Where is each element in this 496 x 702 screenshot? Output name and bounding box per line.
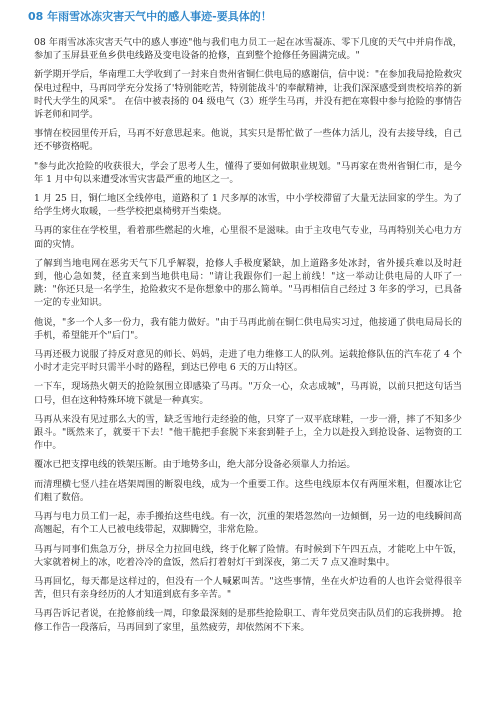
paragraph: 马再与电力员工们一起，赤手搬抬这些电线。有一次，沉重的架塔忽然向一边倾倒，另一边的电线瞬间高高翘起，有个工人已被电线带起，双脚腾空，非常危险。 xyxy=(34,511,462,536)
paragraph: 他说，"多一个人多一份力，我有能力做好。"由于马再此前在铜仁供电局实习过，他接通了供电局局长的手机，希望能开个"后门"。 xyxy=(34,316,462,341)
paragraph: 08 年雨雪冰冻灾害天气中的感人事迹"他与我们电力员工一起在冰雪凝冻、零下几度的天气中并肩作战，参加了玉屏县亚鱼乡供电线路及变电设备的抢修，直到整个抢修任务圆满完成。" xyxy=(34,37,462,62)
paragraph: 马再的家住在学校里，看着那些燃起的火堆，心里很不是滋味。由于主攻电气专业，马再特别关心电力方面的灾情。 xyxy=(34,225,462,250)
paragraph: 而清理横七竖八挂在塔架周围的断裂电线，成为一个重要工作。这些电线原本仅有两厘米粗，但覆冰让它们粗了数倍。 xyxy=(34,478,462,503)
paragraph: 一下车，现场热火朝天的抢险氛围立即感染了马再。"万众一心，众志成城"，马再说，以前只把这句话当口号，但在这种特殊环境下就是一种真实。 xyxy=(34,381,462,406)
document-title: 08 年雨雪冰冻灾害天气中的感人事迹-要具体的！ xyxy=(28,10,272,23)
paragraph: 马再还极力说服了持反对意见的师长、妈妈，走进了电力维修工人的队列。运载抢修队伍的汽车花了 4 个小时才走完平时只需半小时的路程，到达已停电 6 天的万山特区。 xyxy=(34,349,462,374)
paragraph: 马再与同事们焦急万分，拼尽全力拉回电线，终于化解了险情。有时候到下午四五点，才能吃上中午饭，大家就着树上的冰，吃着冷冷的盒饭，然后打着射灯干到深夜，第二天 7 点又准时集中。 xyxy=(34,543,462,568)
paragraph: 新学期开学后，华南理工大学收到了一封来自贵州省铜仁供电局的感谢信，信中说："在参加我局抢险救灾保电过程中，马再同学充分发扬了'特别能吃苦，特别能战斗'的奉献精神，让我们深深感受到贵校培养的新时代大学生的风采"。 在信中被表扬的 04 级电气（3）班学生马再，并没有把在寒假中参与抢险的事情告诉老师和同学。 xyxy=(34,69,462,121)
paragraph: 马再从来没有见过那么大的雪，缺乏雪地行走经验的他，只穿了一双平底球鞋，一步一滑，摔了不知多少跟斗。"既然来了，就要干下去！"他干脆把手套脱下来套到鞋子上，全力以赴投入到抢设备、运物资的工作中。 xyxy=(34,413,462,452)
paragraph: 马再回忆，每天都是这样过的，但没有一个人喊累叫苦。"这些事情，坐在火炉边看的人也许会觉得很辛苦，但只有亲身经历的人才知道到底有多辛苦。" xyxy=(34,575,462,601)
paragraph: 1 月 25 日，铜仁地区全线停电，道路积了 1 尺多厚的冰雪，中小学校滞留了大量无法回家的学生。为了给学生烤火取暖，一些学校把桌椅劈开当柴烧。 xyxy=(34,193,462,218)
paragraph: 了解到当地电网在恶劣天气下几乎解裂，抢修人手极度紧缺，加上道路多处冰封，省外援兵难以及时赶到，他心急如焚，径直来到当地供电局："请让我跟你们一起上前线！"这一举动让供电局的人吓了一跳："你还只是一名学生，抢险救灾不是你想象中的那么简单。"马再相信自己经过 3 年多的学习，已具备一定的专业知识。 xyxy=(34,257,462,309)
paragraph: 事情在校园里传开后，马再不好意思起来。他说，其实只是帮忙做了一些体力活儿，没有去接导线，自己还不够资格呢。 xyxy=(34,128,462,153)
document-body xyxy=(34,36,462,634)
paragraph: "参与此次抢险的收获很大，学会了思考人生，懂得了要如何做职业规划。"马再家在贵州省铜仁市，是今年 1 月中旬以来遭受冰雪灾害最严重的地区之一。 xyxy=(34,160,462,185)
paragraph: 覆冰已把支撑电线的铁架压断。由于地势多山，绝大部分设备必须靠人力抬运。 xyxy=(34,459,356,471)
paragraph: 马再告诉记者说，在抢修前线一周，印象最深刻的是那些抢险职工、青年党员突击队员们的忘我拼搏。 抢修工作告一段落后，马再回到了家里，虽然疲劳，却依然闲不下来。 xyxy=(34,608,462,633)
